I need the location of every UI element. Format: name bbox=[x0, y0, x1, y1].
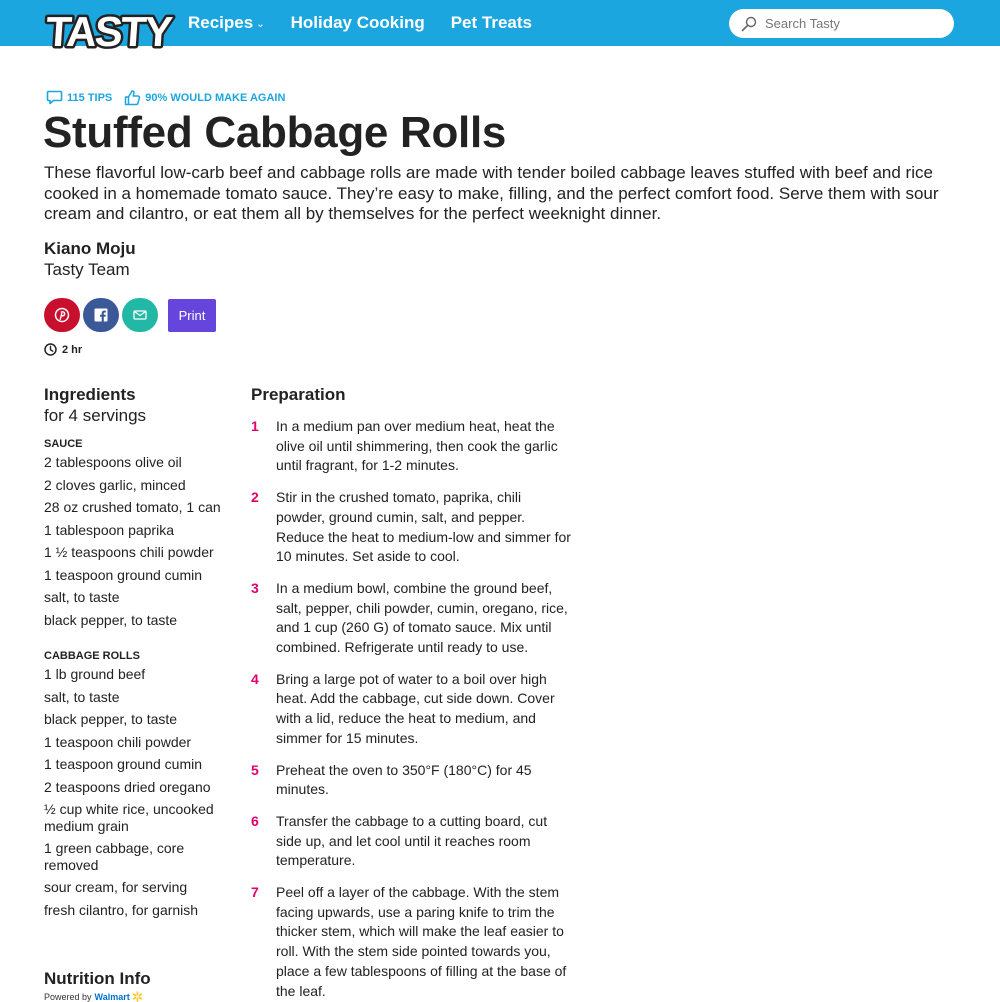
servings-label: for 4 servings bbox=[44, 406, 147, 425]
ingredient-section-title: SAUCE bbox=[44, 438, 83, 450]
tasty-logo[interactable] bbox=[44, 4, 173, 58]
step-number: 3 bbox=[251, 579, 259, 596]
step-number: 4 bbox=[251, 670, 259, 687]
nav-pet-treats[interactable]: Pet Treats bbox=[450, 13, 532, 32]
recipe-description: These flavorful low-carb beef and cabbage rolls are made with tender boiled cabbage leaves stuffed with beef and rice cooked in a homemade tomato sauce. They’re easy to make, filling, and the perfect comfort food. Serve them with sour cream and cilantro, or eat them all by themselves for the perfect weeknight dinner. bbox=[44, 163, 939, 223]
step-number: 6 bbox=[251, 812, 259, 829]
facebook-share-button[interactable] bbox=[83, 298, 119, 332]
preparation-panel bbox=[251, 385, 571, 1001]
preparation-step bbox=[251, 579, 571, 658]
author-name[interactable]: Kiano Moju bbox=[44, 239, 136, 258]
step-text: Preheat the oven to 350°F (180°C) for 45 minutes. bbox=[276, 761, 532, 798]
share-buttons bbox=[44, 298, 216, 332]
ingredient-item: fresh cilantro, for garnish bbox=[44, 901, 199, 918]
step-text: Bring a large pot of water to a boil over high heat. Add the cabbage, cut side down. Cover with a lid, reduce the heat to medium, and simmer for 15 minutes. bbox=[276, 670, 555, 746]
ingredients-panel bbox=[44, 385, 234, 924]
step-number: 5 bbox=[251, 761, 259, 778]
ingredient-item: salt, to taste bbox=[44, 688, 120, 705]
step-text: Transfer the cabbage to a cutting board, cut side up, and let cool until it reaches room temperature. bbox=[276, 812, 548, 869]
facebook-icon bbox=[94, 308, 108, 322]
svg-text:TASTY: TASTY bbox=[44, 8, 173, 55]
ingredient-item: 2 cloves garlic, minced bbox=[44, 476, 186, 493]
preparation-step bbox=[251, 812, 571, 871]
main-nav bbox=[188, 0, 558, 46]
preparation-step bbox=[251, 670, 571, 749]
step-text: Stir in the crushed tomato, paprika, chili powder, ground cumin, salt, and pepper. Reduce the heat to medium-low and simmer for 10 minutes. Set aside to cool. bbox=[276, 489, 571, 565]
ingredient-item: 2 tablespoons olive oil bbox=[44, 454, 182, 470]
ingredient-item: 1 tablespoon paprika bbox=[44, 521, 174, 538]
search-icon bbox=[741, 16, 757, 32]
pinterest-icon bbox=[54, 307, 70, 323]
total-time bbox=[44, 343, 82, 356]
powered-by bbox=[44, 991, 151, 1002]
ingredients-heading: Ingredients bbox=[44, 385, 136, 404]
search-box[interactable] bbox=[729, 9, 954, 38]
tips-link[interactable] bbox=[46, 89, 112, 106]
ingredient-item: 1 green cabbage, core removed bbox=[44, 840, 185, 873]
nav-holiday-cooking[interactable]: Holiday Cooking bbox=[290, 13, 425, 32]
preparation-step bbox=[251, 417, 571, 476]
clock-icon bbox=[44, 343, 57, 356]
step-number: 7 bbox=[251, 884, 259, 901]
step-text: In a medium pan over medium heat, heat the olive oil until shimmering, then cook the garlic until fragrant, for 1-2 minutes. bbox=[276, 418, 558, 474]
ingredient-item: 1 lb ground beef bbox=[44, 666, 146, 682]
tips-count: 115 TIPS bbox=[67, 91, 113, 104]
step-number: 2 bbox=[251, 489, 259, 506]
step-number: 1 bbox=[251, 418, 259, 434]
top-navigation-bar bbox=[0, 0, 1000, 55]
ingredient-item: 1 teaspoon ground cumin bbox=[44, 566, 202, 583]
step-text: In a medium bowl, combine the ground beef, salt, pepper, chili powder, cumin, oregano, rice, and 1 cup (260 G) of tomato sauce. Mix until combined. Refrigerate until ready to use. bbox=[276, 579, 568, 656]
nav-recipes-label: Recipes bbox=[188, 13, 254, 32]
ingredient-item: black pepper, to taste bbox=[44, 711, 178, 727]
mail-icon bbox=[133, 309, 147, 321]
thumbs-up-icon bbox=[124, 89, 141, 106]
nutrition-heading: Nutrition Info bbox=[44, 969, 151, 988]
preparation-heading: Preparation bbox=[251, 385, 346, 404]
make-again-text: 90% WOULD MAKE AGAIN bbox=[145, 91, 286, 104]
total-time-value: 2 hr bbox=[62, 343, 83, 356]
print-button[interactable]: Print bbox=[168, 299, 216, 332]
ingredient-item: black pepper, to taste bbox=[44, 611, 178, 628]
ingredient-item: sour cream, for serving bbox=[44, 879, 188, 895]
nutrition-info[interactable] bbox=[44, 969, 151, 1002]
ingredient-item: 2 teaspoons dried oregano bbox=[44, 778, 211, 795]
ingredient-item: salt, to taste bbox=[44, 589, 120, 605]
ingredient-item: 28 oz crushed tomato, 1 can bbox=[44, 499, 221, 515]
search-input[interactable] bbox=[765, 16, 935, 31]
preparation-step bbox=[251, 488, 571, 567]
make-again-stat bbox=[124, 89, 285, 106]
preparation-step bbox=[251, 761, 571, 800]
preparation-step bbox=[251, 883, 571, 1001]
ingredient-section-title: CABBAGE ROLLS bbox=[44, 650, 140, 662]
email-share-button[interactable] bbox=[122, 298, 158, 332]
ingredient-item: ½ cup white rice, uncooked medium grain bbox=[44, 801, 214, 834]
nav-recipes[interactable] bbox=[188, 13, 265, 33]
powered-by-label: Powered by bbox=[44, 991, 92, 1002]
walmart-logo: Walmart bbox=[94, 991, 130, 1002]
ingredient-item: 1 teaspoon chili powder bbox=[44, 733, 192, 750]
chevron-down-icon: ⌄ bbox=[256, 18, 265, 30]
ingredient-item: 1 ½ teaspoons chili powder bbox=[44, 544, 214, 560]
comment-icon bbox=[46, 89, 63, 106]
recipe-stats bbox=[46, 89, 297, 106]
pinterest-share-button[interactable] bbox=[44, 298, 80, 332]
recipe-title: Stuffed Cabbage Rolls bbox=[43, 108, 507, 157]
step-text: Peel off a layer of the cabbage. With the stem facing upwards, use a paring knife to trim the thicker stem, which will make the leaf easier to roll. With the stem side pointed towards you, place a few tablespoons of filling at the base of the leaf. bbox=[276, 884, 567, 999]
ingredient-item: 1 teaspoon ground cumin bbox=[44, 756, 202, 772]
walmart-spark-icon bbox=[132, 991, 143, 1002]
author-team: Tasty Team bbox=[44, 260, 130, 279]
